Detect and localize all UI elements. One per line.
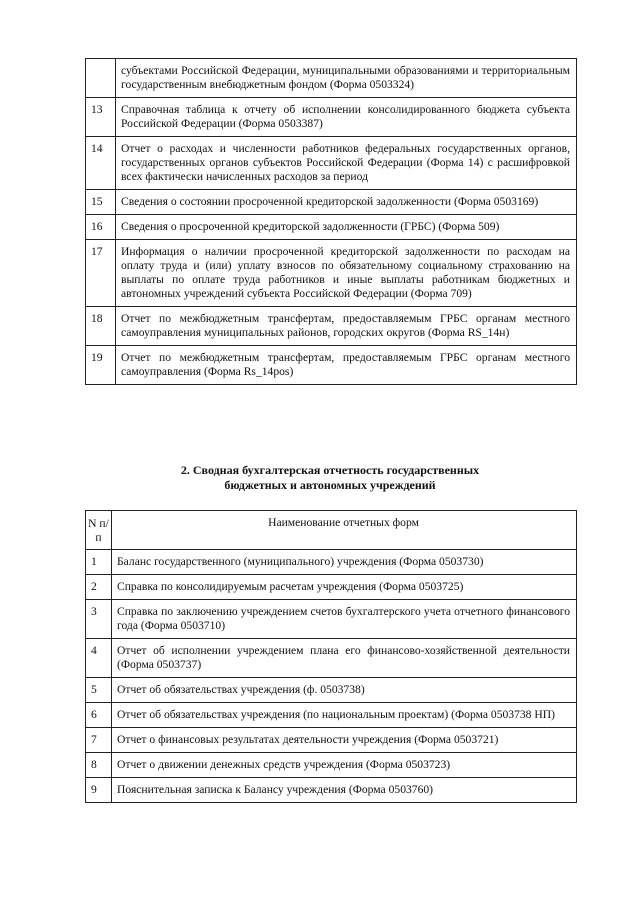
table-row (86, 639, 577, 678)
table-row (86, 215, 577, 240)
form-name: Баланс государственного (муниципального) учреждения (Форма 0503730) (112, 550, 577, 575)
form-name: Отчет об обязательствах учреждения (по национальным проектам) (Форма 0503738 НП) (112, 703, 577, 728)
form-name: Отчет о финансовых результатах деятельности учреждения (Форма 0503721) (112, 728, 577, 753)
form-name: Справка по консолидируемым расчетам учреждения (Форма 0503725) (112, 575, 577, 600)
table-row (86, 703, 577, 728)
table-row (86, 59, 577, 98)
row-number: 3 (86, 600, 112, 639)
row-number: 15 (86, 190, 116, 215)
form-name: Справочная таблица к отчету об исполнении консолидированного бюджета субъекта Российской Федерации (Форма 0503387) (116, 98, 577, 137)
form-name: Справка по заключению учреждением счетов бухгалтерского учета отчетного финансового года (Форма 0503710) (112, 600, 577, 639)
table-row (86, 575, 577, 600)
table-row (86, 550, 577, 575)
form-name: Сведения о просроченной кредиторской задолженности (ГРБС) (Форма 509) (116, 215, 577, 240)
row-number: 18 (86, 307, 116, 346)
form-name: Информация о наличии просроченной кредиторской задолженности по расходам на оплату труда и (или) уплату взносов по обязательному социальному страхованию на выплаты по оплате труда работников и иные выплаты работникам бюджетных и автономных учреждений субъекта Российской Федерации (Форма 709) (116, 240, 577, 307)
row-number: 6 (86, 703, 112, 728)
form-name: Отчет об обязательствах учреждения (ф. 0503738) (112, 678, 577, 703)
reporting-forms-table-continued (85, 58, 577, 385)
row-number: 1 (86, 550, 112, 575)
section-title (100, 463, 560, 493)
row-number: 13 (86, 98, 116, 137)
row-number: 8 (86, 753, 112, 778)
form-name: Сведения о состоянии просроченной кредиторской задолженности (Форма 0503169) (116, 190, 577, 215)
table-row (86, 190, 577, 215)
table-row (86, 728, 577, 753)
table-row (86, 753, 577, 778)
column-header-name: Наименование отчетных форм (112, 511, 577, 550)
table-row (86, 137, 577, 190)
form-name: субъектами Российской Федерации, муниципальными образованиями и территориальным государственным внебюджетным фондом (Форма 0503324) (116, 59, 577, 98)
table-row (86, 307, 577, 346)
table-row (86, 600, 577, 639)
row-number: 7 (86, 728, 112, 753)
section-title-line: 2. Сводная бухгалтерская отчетность государственных (180, 463, 480, 477)
form-name: Отчет о расходах и численности работников федеральных государственных органов, государственных органов субъектов Российской Федерации (Форма 14) с расшифровкой всех фактически начисленных расходов за период (116, 137, 577, 190)
table-row (86, 240, 577, 307)
row-number: 17 (86, 240, 116, 307)
row-number: 4 (86, 639, 112, 678)
institution-reporting-forms-table (85, 510, 577, 803)
row-number: 14 (86, 137, 116, 190)
row-number: 16 (86, 215, 116, 240)
row-number: 19 (86, 346, 116, 385)
table-row (86, 678, 577, 703)
form-name: Отчет о движении денежных средств учреждения (Форма 0503723) (112, 753, 577, 778)
form-name: Отчет по межбюджетным трансфертам, предоставляемым ГРБС органам местного самоуправления муниципальных районов, городских округов (Форма RS_14н) (116, 307, 577, 346)
row-number (86, 59, 116, 98)
table-header-row (86, 511, 577, 550)
form-name: Отчет об исполнении учреждением плана его финансово-хозяйственной деятельности (Форма 0503737) (112, 639, 577, 678)
table-row (86, 778, 577, 803)
form-name: Пояснительная записка к Балансу учреждения (Форма 0503760) (112, 778, 577, 803)
section-title-line: бюджетных и автономных учреждений (224, 478, 436, 492)
row-number: 5 (86, 678, 112, 703)
column-header-number: N п/п (86, 511, 112, 550)
table-row (86, 98, 577, 137)
row-number: 2 (86, 575, 112, 600)
form-name: Отчет по межбюджетным трансфертам, предоставляемым ГРБС органам местного самоуправления (Форма Rs_14pos) (116, 346, 577, 385)
table-row (86, 346, 577, 385)
row-number: 9 (86, 778, 112, 803)
